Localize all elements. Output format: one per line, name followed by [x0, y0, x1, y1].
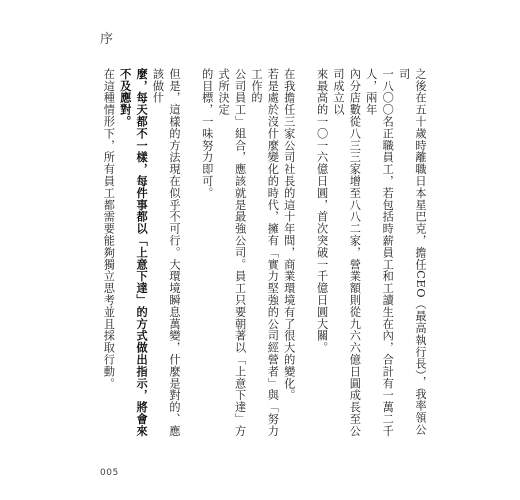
text-column: 若是處於沒什麼變化的時代，擁有「實力堅強的公司經營者」與「努力工作的 [249, 68, 280, 437]
section-title: 序 [100, 32, 114, 47]
text-column: 的目標，一味努力即可。 [200, 68, 214, 199]
text-column: 內分店數從八三三家增至八八二家，營業額則從九六六億日圓成長至公司成立以 [331, 68, 362, 437]
body-text [100, 68, 428, 438]
emphasized-text-column: 麼，每天都不一樣，每件事都以「上意下達」的方式做出指示，將會來不及應對。 [118, 68, 149, 437]
text-column: 但是，這樣的方法現在似乎不可行。大環境瞬息萬變，什麼是對的、應該做什 [151, 68, 181, 437]
page-number: 005 [100, 468, 119, 478]
text-column: 公司員工」組合，應該就是最強公司。員工只要朝著以「上意下達」方式所決定 [217, 68, 247, 437]
text-column: 一八〇〇名正職員工，若包括時薪員工和工讀生在內，合計有一萬二千人，兩年 [364, 68, 395, 437]
text-column: 在這種情形下，所有員工都需要能夠獨立思考並且採取行動。 [102, 68, 116, 390]
text-column: 在我擔任三家公司社長的這十年間，商業環境有了很大的變化。 [282, 68, 296, 402]
text-column: 之後在五十歲時離職日本星巴克，擔任CEO（最高執行長），我率領公司 [397, 68, 427, 436]
paragraph-gap [182, 68, 198, 438]
paragraph-gap [297, 68, 313, 438]
text-column: 來最高的一〇一六億日圓，首次突破一千億日圓大關。 [315, 68, 329, 354]
